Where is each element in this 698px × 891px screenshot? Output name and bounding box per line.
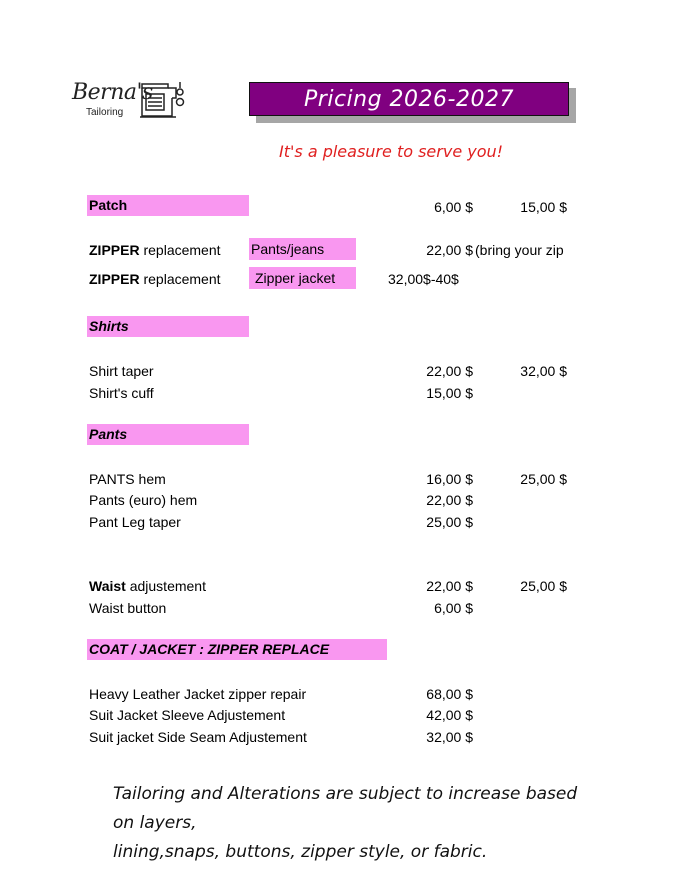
waist-item-1-price-1: 22,00 $ [426,578,473,594]
patch-price-2: 15,00 $ [520,199,567,215]
shirt-item-1-price-1: 22,00 $ [426,363,473,379]
footnote-line-1: Tailoring and Alterations are subject to increase based on layers, [113,784,578,833]
logo-name: Berna's [72,80,153,105]
footnote [113,780,583,867]
logo-subtitle: Tailoring [86,107,124,118]
coat-item-3-price: 32,00 $ [426,729,473,745]
coat-item-1: Heavy Leather Jacket zipper repair [89,686,307,702]
pants-item-2-price-1: 22,00 $ [426,492,473,508]
shirt-item-1-price-2: 32,00 $ [520,363,567,379]
zipper-tag-2: Zipper jacket [249,267,356,289]
zipper-note-1: (bring your zip [475,242,564,258]
section-pants: Pants [87,424,249,445]
section-shirts: Shirts [87,316,249,337]
patch-price-1: 6,00 $ [434,199,473,215]
waist-item-1: Waist adjustement [89,578,206,594]
zipper-tag-1: Pants/jeans [249,238,356,260]
page-title: Pricing 2026-2027 [249,82,569,116]
footnote-line-2: lining,snaps, buttons, zipper style, or fabric. [113,842,488,862]
pants-item-1-price-2: 25,00 $ [520,471,567,487]
coat-item-2: Suit Jacket Sleeve Adjustement [89,707,286,723]
shirt-item-2: Shirt's cuff [89,385,154,401]
zipper-item-2: ZIPPER replacement [89,271,221,287]
waist-item-2: Waist button [89,600,167,616]
section-coat-jacket: COAT / JACKET : ZIPPER REPLACE [87,639,387,660]
tagline: It's a pleasure to serve you! [279,142,504,161]
pants-item-1: PANTS hem [89,471,166,487]
coat-item-2-price: 42,00 $ [426,707,473,723]
pants-item-3-price-1: 25,00 $ [426,514,473,530]
pants-item-2: Pants (euro) hem [89,492,198,508]
coat-item-3: Suit jacket Side Seam Adjustement [89,729,307,745]
waist-item-1-price-2: 25,00 $ [520,578,567,594]
zipper-price-2: 32,00$-40$ [388,271,459,287]
shirt-item-2-price-1: 15,00 $ [426,385,473,401]
shirt-item-1: Shirt taper [89,363,154,379]
coat-item-1-price: 68,00 $ [426,686,473,702]
pants-item-1-price-1: 16,00 $ [426,471,473,487]
waist-item-2-price-1: 6,00 $ [434,600,473,616]
sewing-machine-icon [138,78,188,125]
pants-item-3: Pant Leg taper [89,514,181,530]
zipper-price-1: 22,00 $ [426,242,473,258]
section-patch: Patch [87,195,249,216]
zipper-item-1: ZIPPER replacement [89,242,221,258]
